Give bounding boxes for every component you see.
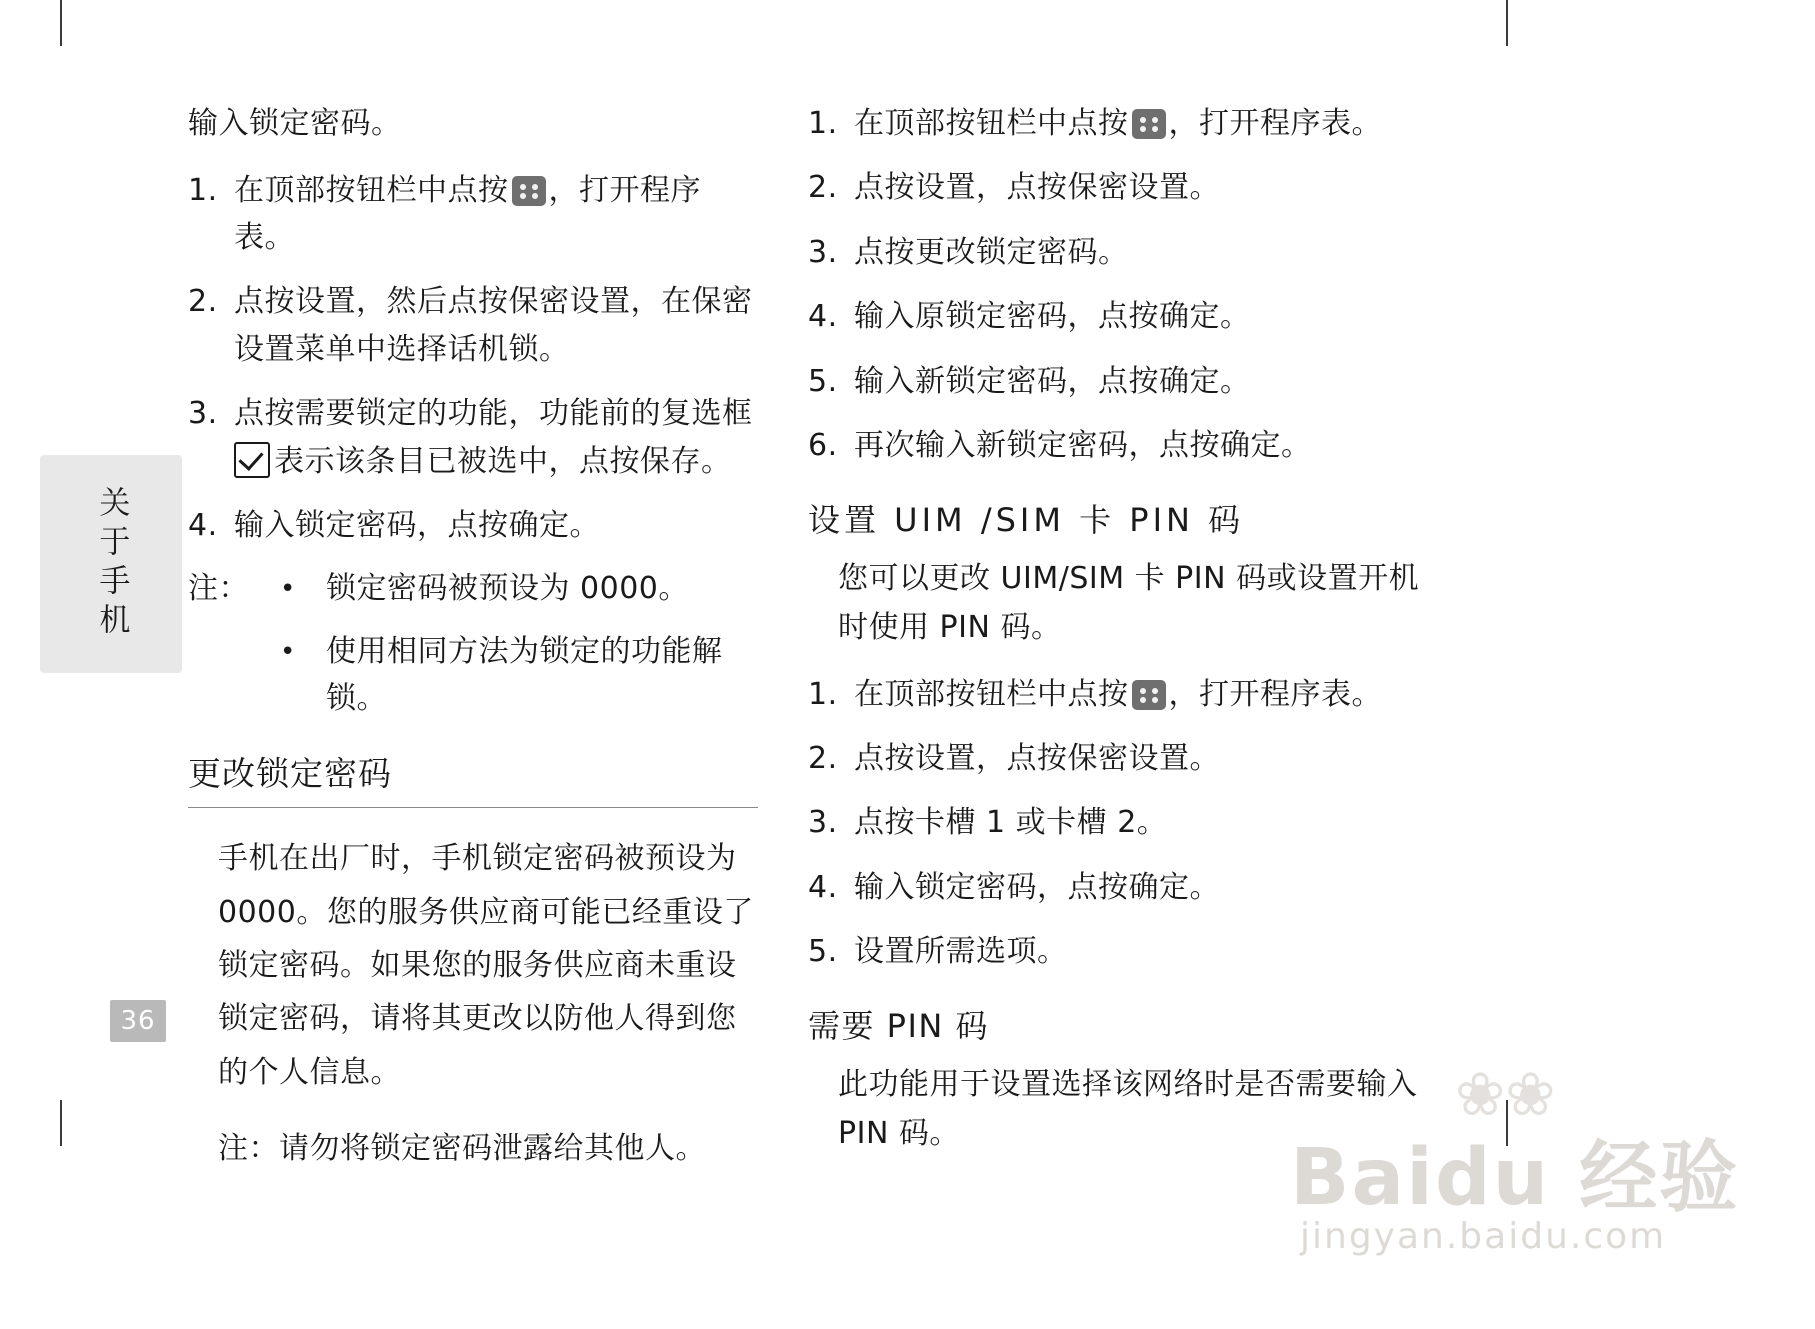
list-item-text-before: 点按需要锁定的功能，功能前的复选框 [234, 396, 753, 432]
crop-mark-top-left [60, 0, 62, 46]
list-item-text [234, 167, 758, 262]
checkbox-checked-icon [234, 442, 270, 478]
chapter-side-tab [40, 455, 182, 673]
page-number: 36 [110, 1000, 166, 1042]
left-footer-note: 注：请勿将锁定密码泄露给其他人。 [218, 1131, 706, 1167]
crop-mark-top-right [1506, 0, 1508, 46]
list-item [808, 928, 1428, 975]
list-item-number: 2. [808, 740, 838, 776]
watermark-logo-icon: ❀❀ [1455, 1060, 1556, 1130]
list-item-text: 输入锁定密码，点按确定。 [234, 507, 600, 543]
list-item-text: 输入新锁定密码，点按确定。 [854, 363, 1251, 399]
list-item [188, 502, 758, 549]
list-item-text-before: 在顶部按钮栏中点按 [854, 106, 1129, 141]
list-item-number: 5. [808, 934, 838, 970]
list-item-number: 4. [808, 869, 838, 905]
app-grid-icon [1132, 680, 1166, 710]
list-item-number: 2. [808, 170, 838, 206]
list-item-text-after: ，打开程序表。 [234, 172, 701, 255]
list-item [808, 293, 1428, 340]
app-grid-icon [1132, 109, 1166, 139]
bullet-icon: • [280, 574, 296, 605]
list-item [808, 671, 1428, 718]
list-item-text: 点按更改锁定密码。 [854, 234, 1129, 270]
list-item-text-before: 在顶部按钮栏中点按 [234, 172, 509, 208]
list-item-text-after: 表示该条目已被选中，点按保存。 [274, 443, 732, 479]
crop-mark-bottom-right [1506, 1100, 1508, 1146]
list-item-text [854, 671, 1428, 718]
list-item-number: 1. [188, 172, 218, 208]
note-row [188, 629, 758, 722]
list-item-text: 输入原锁定密码，点按确定。 [854, 299, 1251, 335]
list-item [808, 100, 1428, 147]
list-item [808, 164, 1428, 211]
list-item-number: 6. [808, 427, 838, 463]
list-item-text: 点按卡槽 1 或卡槽 2。 [854, 805, 1168, 841]
list-item [188, 167, 758, 262]
list-item-number: 3. [188, 396, 218, 432]
chapter-side-tab-label: 关于手机 [93, 486, 130, 642]
left-notes-block [188, 566, 758, 722]
section-heading-change-password: 更改锁定密码 [188, 748, 758, 808]
watermark-sub: jingyan.baidu.com [1300, 1216, 1667, 1257]
list-item [808, 229, 1428, 276]
list-item-number: 2. [188, 284, 218, 320]
list-item-number: 3. [808, 805, 838, 841]
note-row [188, 566, 758, 613]
list-item [188, 278, 758, 373]
left-steps-list [188, 167, 758, 550]
note-text: 锁定密码被预设为 0000。 [326, 571, 689, 607]
list-item-number: 1. [808, 106, 838, 141]
list-item [808, 799, 1428, 846]
note-label: 注： [188, 571, 249, 607]
list-item-text-after: ，打开程序表。 [1168, 676, 1382, 712]
list-item-text-before: 在顶部按钮栏中点按 [854, 676, 1129, 712]
pin-intro-paragraph: 您可以更改 UIM/SIM 卡 PIN 码或设置开机时使用 PIN 码。 [838, 561, 1420, 645]
app-grid-icon [512, 176, 546, 206]
list-item-number: 5. [808, 363, 838, 399]
watermark-main: Baidu 经验 [1290, 1133, 1740, 1223]
left-body-paragraph: 手机在出厂时，手机锁定密码被预设为 0000。您的服务供应商可能已经重设了锁定密码。如果您的服务供应商未重设锁定密码，请将其更改以防他人得到您的个人信息。 [218, 841, 754, 1090]
need-pin-paragraph: 此功能用于设置选择该网络时是否需要输入 PIN 码。 [838, 1067, 1418, 1152]
list-item [808, 422, 1428, 469]
section-heading-need-pin: 需要 PIN 码 [808, 1007, 990, 1046]
list-item [808, 864, 1428, 911]
list-item-text: 输入锁定密码，点按确定。 [854, 869, 1220, 905]
list-item-text [234, 390, 758, 485]
list-item-number: 4. [188, 507, 218, 543]
list-item-text [854, 100, 1428, 147]
left-column [188, 100, 758, 1192]
list-item [808, 735, 1428, 782]
list-item-text: 点按设置，然后点按保密设置，在保密设置菜单中选择话机锁。 [234, 284, 753, 367]
crop-mark-bottom-left [60, 1100, 62, 1146]
list-item-text: 点按设置，点按保密设置。 [854, 170, 1220, 206]
list-item-number: 3. [808, 234, 838, 270]
right-column [808, 100, 1428, 1177]
section-heading-uim-sim-pin: 设置 UIM /SIM 卡 PIN 码 [808, 501, 1245, 540]
bullet-icon: • [280, 637, 296, 668]
left-intro-paragraph: 输入锁定密码。 [188, 106, 402, 141]
list-item-number: 4. [808, 299, 838, 335]
note-text: 使用相同方法为锁定的功能解锁。 [326, 634, 723, 716]
right-steps-pin-list [808, 671, 1428, 976]
list-item-text-after: ，打开程序表。 [1168, 106, 1382, 141]
list-item [808, 358, 1428, 405]
list-item-text: 点按设置，点按保密设置。 [854, 740, 1220, 776]
list-item-text: 设置所需选项。 [854, 934, 1068, 970]
list-item-number: 1. [808, 676, 838, 712]
list-item [188, 390, 758, 485]
right-steps-change-password-list [808, 100, 1428, 469]
list-item-text: 再次输入新锁定密码，点按确定。 [854, 427, 1312, 463]
